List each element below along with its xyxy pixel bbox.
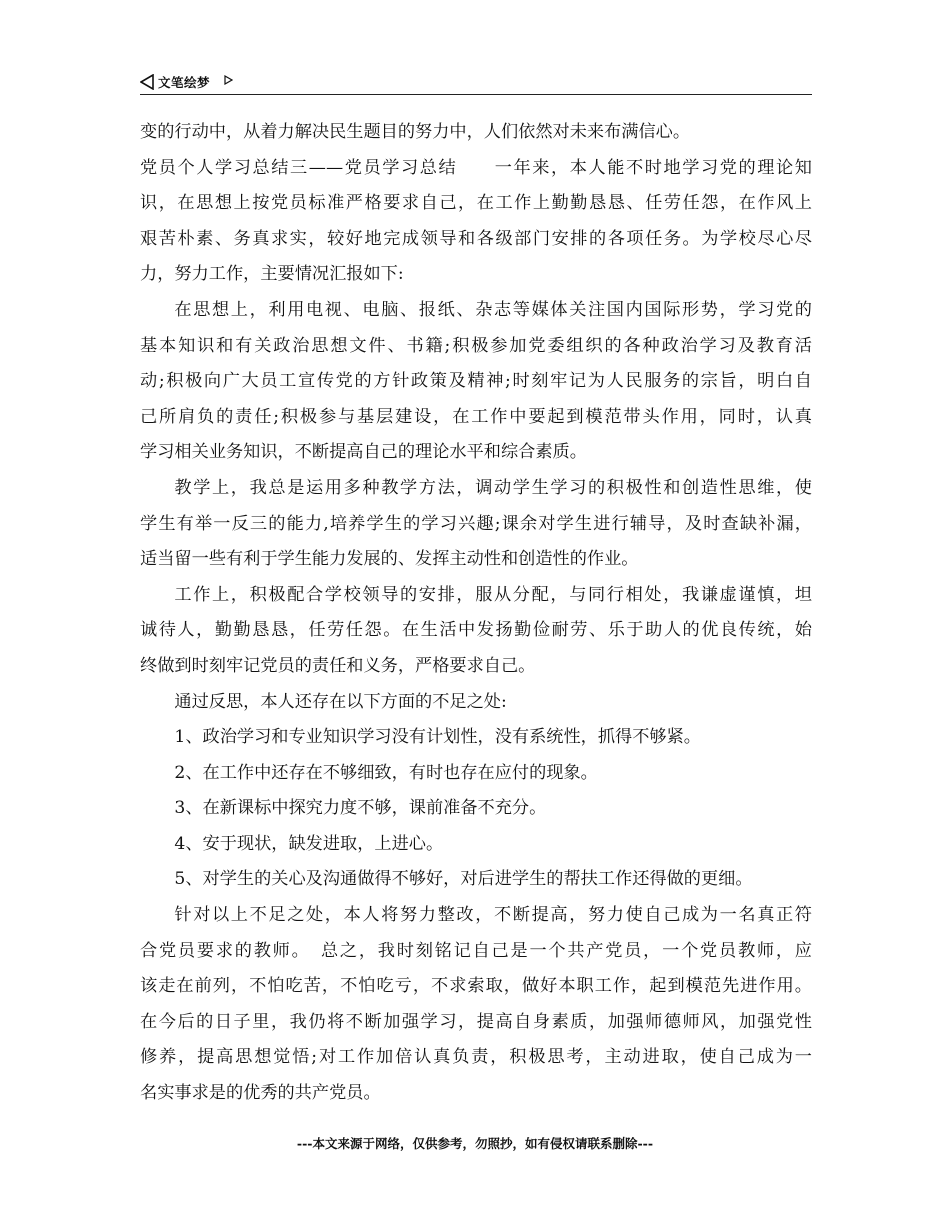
text-line: 适当留一些有利于学生能力发展的、发挥主动性和创造性的作业。 (140, 549, 639, 570)
text-line: 在思想上，利用电视、电脑、报纸、杂志等媒体关注国内国际形势，学习党的 (174, 299, 812, 320)
text-line: 己所肩负的责任;积极参与基层建设，在工作中要起到模范带头作用，同时，认真 (140, 406, 812, 427)
text-line: 诚待人，勤勤恳恳，任劳任怨。在生活中发扬勤俭耐劳、乐于助人的优良传统，始 (140, 620, 812, 641)
text-line: 1、政治学习和专业知识学习没有计划性，没有系统性，抓得不够紧。 (174, 727, 701, 748)
text-line: 艰苦朴素、务真求实，较好地完成领导和各级部门安排的各项任务。为学校尽心尽 (140, 228, 812, 249)
text-line: 学生有举一反三的能力,培养学生的学习兴趣;课余对学生进行辅导，及时查缺补漏， (140, 513, 812, 534)
text-line: 终做到时刻牢记党员的责任和义务，严格要求自己。 (140, 655, 536, 676)
text-line: 基本知识和有关政治思想文件、书籍;积极参加党委组织的各种政治学习及教育活 (140, 335, 812, 356)
document-body (140, 115, 812, 1112)
text-line: 4、安于现状，缺发进取，上进心。 (174, 833, 444, 854)
text-line: 党员个人学习总结三——党员学习总结 一年来，本人能不时地学习党的理论知 (140, 157, 812, 178)
text-line: 该走在前列，不怕吃苦，不怕吃亏，不求索取，做好本职工作，起到模范先进作用。 (140, 976, 812, 997)
text-line: 在今后的日子里，我仍将不断加强学习，提高自身素质，加强师德师风，加强党性 (140, 1011, 812, 1032)
text-line: 5、对学生的关心及沟通做得不够好，对后进学生的帮扶工作还得做的更细。 (174, 869, 753, 890)
text-line: 识，在思想上按党员标准严格要求自己，在工作上勤勤恳恳、任劳任怨，在作风上 (140, 193, 812, 214)
text-line: 动;积极向广大员工宣传党的方针政策及精神;时刻牢记为人民服务的宗旨，明白自 (140, 371, 812, 392)
header-brand: 文笔绘梦 (158, 75, 211, 90)
text-line: 修养，提高思想觉悟;对工作加倍认真负责，积极思考，主动进取，使自己成为一 (140, 1047, 812, 1068)
text-line: 教学上，我总是运用多种教学方法，调动学生学习的积极性和创造性思维，使 (174, 477, 812, 498)
text-line: 合党员要求的教师。 总之，我时刻铭记自己是一个共产党员，一个党员教师，应 (140, 940, 812, 961)
text-line: 3、在新课标中探究力度不够，课前准备不充分。 (174, 798, 547, 819)
text-line: 变的行动中，从着力解决民生题目的努力中，人们依然对未来布满信心。 (140, 122, 691, 142)
text-line: 名实事求是的优秀的共产党员。 (140, 1083, 381, 1104)
text-line: 针对以上不足之处，本人将努力整改，不断提高，努力使自己成为一名真正符 (174, 905, 812, 926)
text-line: 工作上，积极配合学校领导的安排，服从分配，与同行相处，我谦虚谨慎，坦 (174, 584, 812, 605)
triangle-right-icon (224, 75, 233, 85)
text-line: 力，努力工作，主要情况汇报如下: (140, 264, 404, 285)
text-line: 学习相关业务知识，不断提高自己的理论水平和综合素质。 (140, 442, 587, 463)
text-line: 2、在工作中还存在不够细致，有时也存在应付的现象。 (174, 762, 598, 783)
page-header (140, 72, 812, 95)
page-footer: ---本文来源于网络，仅供参考，勿照抄，如有侵权请联系删除--- (296, 1136, 654, 1151)
text-line: 通过反思，本人还存在以下方面的不足之处: (174, 691, 507, 712)
triangle-left-icon (140, 74, 154, 90)
